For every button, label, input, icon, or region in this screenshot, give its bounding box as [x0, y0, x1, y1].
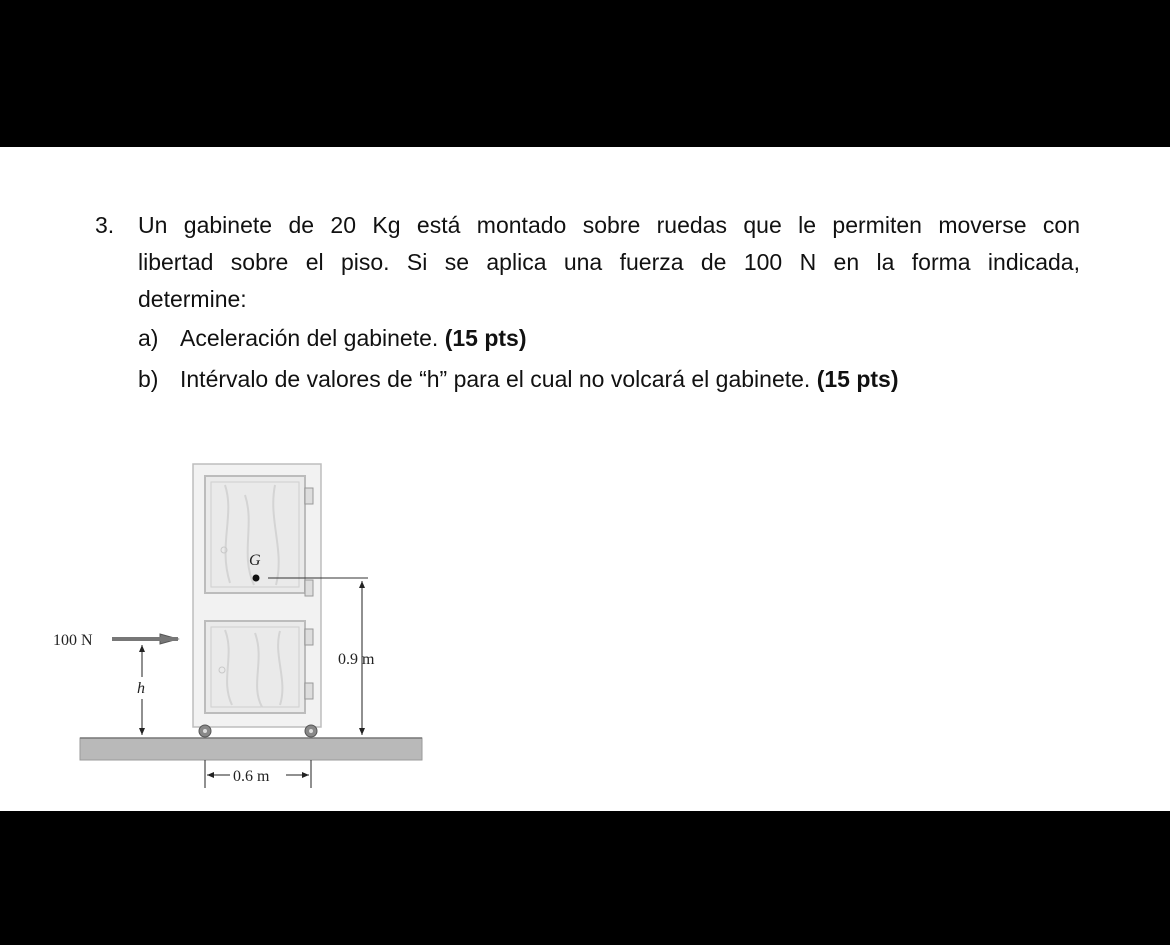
item-b [138, 359, 1080, 400]
force-label: 100 N [53, 632, 93, 649]
center-of-mass-dot [253, 575, 260, 582]
g-label: G [249, 552, 261, 569]
item-a-mark: a) [138, 325, 159, 351]
question-3 [95, 207, 1080, 400]
width-label: 0.6 m [233, 768, 270, 785]
floor [80, 738, 422, 760]
hinge [305, 629, 313, 645]
item-a [138, 318, 1080, 359]
item-b-mark: b) [138, 366, 159, 392]
item-b-text: Intérvalo de valores de “h” para el cual no volcará el gabinete. [180, 366, 811, 392]
question-number: 3. [95, 212, 115, 238]
height-label: 0.9 m [338, 651, 375, 668]
question-statement [138, 207, 1080, 318]
statement-line-1: Un gabinete de 20 Kg está montado sobre ruedas que le permiten moverse con [138, 212, 1080, 238]
item-a-text: Aceleración del gabinete. [180, 325, 439, 351]
statement-line-2: libertad sobre el piso. Si se aplica una fuerza de 100 N en la forma indicada, [138, 249, 1080, 275]
item-b-points: (15 pts) [816, 366, 899, 392]
document-page [0, 147, 1170, 811]
hinge [305, 488, 313, 504]
statement-line-3: determine: [138, 286, 247, 312]
cabinet-diagram [40, 455, 440, 800]
hinge [305, 580, 313, 596]
cabinet [193, 464, 321, 737]
item-a-points: (15 pts) [444, 325, 527, 351]
hinge [305, 683, 313, 699]
h-label: h [137, 680, 145, 697]
